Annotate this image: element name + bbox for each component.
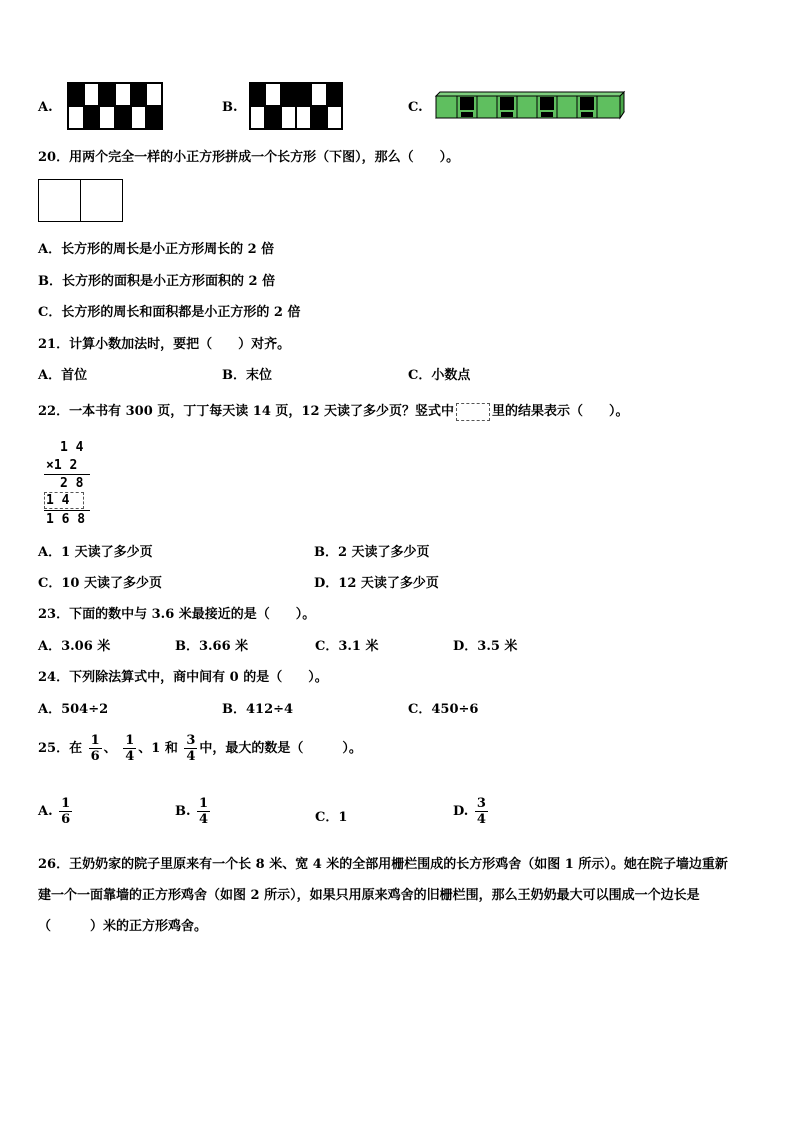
- q22-option-a: A．1 天读了多少页: [38, 545, 153, 560]
- white-cell: [84, 83, 100, 106]
- q22-option-c: C．10 天读了多少页: [38, 576, 162, 591]
- q21-option-c: C．小数点: [408, 368, 471, 383]
- q25-option-d: D. $\frac{3}{4}$: [453, 796, 486, 827]
- black-cell: [84, 106, 100, 129]
- fraction-one-sixth: $\frac{1}{6}$: [90, 733, 100, 764]
- question-21-stem: 21．计算小数加法时，要把（ ）对齐。: [38, 337, 291, 352]
- black-cell: [250, 83, 265, 106]
- q22-option-b: B．2 天读了多少页: [314, 545, 430, 560]
- black-cell: [327, 83, 342, 106]
- white-cell: [115, 83, 131, 106]
- calc-line-1: [44, 474, 90, 475]
- figure-a-grid: [67, 82, 163, 130]
- q23-option-b: B．3.66 米: [175, 639, 249, 654]
- question-20-stem: 20．用两个完全一样的小正方形拼成一个长方形（下图），那么（ ）。: [38, 150, 460, 165]
- white-cell: [99, 106, 115, 129]
- black-cell: [146, 106, 162, 129]
- calc-row-5: 1 6 8: [46, 512, 86, 527]
- white-cell: [146, 83, 162, 106]
- figure-b-grid: [249, 82, 343, 130]
- fraction-one-quarter: $\frac{1}{4}$: [125, 733, 135, 764]
- question-25-stem: 25．在 $\frac{1}{6}$ 、 $\frac{1}{4}$ 、1 和 $\frac{3}{4}$ 中，最大的数是（ ）。: [38, 733, 362, 764]
- q23-option-c: C．3.1 米: [315, 639, 379, 654]
- q22-stem-pre: 22．一本书有 300 页，丁丁每天读 14 页，12 天读了多少页？竖式中: [38, 404, 455, 419]
- black-cell: [296, 83, 311, 106]
- q24-option-b: B．412÷4: [222, 702, 294, 717]
- black-cell: [281, 83, 296, 106]
- calc-row-1: 1 4: [60, 440, 84, 455]
- option-b-label: B.: [222, 100, 238, 115]
- black-cell: [265, 106, 280, 129]
- q24-option-c: C．450÷6: [408, 702, 479, 717]
- q25-stem-post: 中，最大的数是（ ）。: [199, 741, 362, 756]
- q20-option-c: C．长方形的周长和面积都是小正方形的 2 倍: [38, 305, 301, 320]
- q22-option-d: D．12 天读了多少页: [314, 576, 439, 591]
- white-cell: [68, 106, 84, 129]
- figure-c-strip: [434, 90, 626, 122]
- question-22-stem: [38, 400, 629, 421]
- black-cell: [99, 83, 115, 106]
- white-cell: [131, 106, 147, 129]
- fraction-three-quarters: $\frac{3}{4}$: [186, 733, 196, 764]
- q23-option-d: D．3.5 米: [453, 639, 518, 654]
- black-cell: [68, 83, 84, 106]
- q21-option-b: B．末位: [222, 368, 272, 383]
- option-a-label: A.: [38, 100, 53, 115]
- question-26-line-2: 建一个一面靠墙的正方形鸡舍（如图 2 所示），如果只用原来鸡舍的旧栅栏围，那么王奶奶最大可以围成一个边长是: [38, 888, 700, 903]
- q25-option-b: B. $\frac{1}{4}$: [175, 796, 209, 827]
- white-cell: [311, 83, 326, 106]
- q25-option-c: C．1: [315, 810, 348, 825]
- q25-stem-pre: 25．在: [38, 741, 83, 756]
- question-23-stem: 23．下面的数中与 3.6 米最接近的是（ ）。: [38, 607, 316, 622]
- white-cell: [281, 106, 296, 129]
- q21-option-a: A．首位: [38, 368, 88, 383]
- question-26-line-3: （ ）米的正方形鸡舍。: [38, 919, 208, 934]
- option-c-label: C.: [408, 100, 423, 115]
- white-cell: [296, 106, 311, 129]
- black-cell: [115, 106, 131, 129]
- calc-row-4: 1 4: [46, 493, 70, 508]
- rectangle-of-two-squares: [38, 179, 124, 222]
- q22-stem-post: 里的结果表示（ ）。: [492, 404, 629, 419]
- dashed-box-inline: [456, 403, 490, 421]
- calc-row-2: ×1 2: [46, 458, 78, 473]
- q23-option-a: A．3.06 米: [38, 639, 111, 654]
- calc-line-2: [44, 510, 90, 511]
- white-cell: [250, 106, 265, 129]
- black-cell: [311, 106, 326, 129]
- q20-option-a: A．长方形的周长是小正方形周长的 2 倍: [38, 242, 275, 257]
- black-cell: [131, 83, 147, 106]
- white-cell: [265, 83, 280, 106]
- calc-row-3: 2 8: [60, 476, 84, 491]
- q20-option-b: B．长方形的面积是小正方形面积的 2 倍: [38, 274, 276, 289]
- white-cell: [327, 106, 342, 129]
- q24-option-a: A．504÷2: [38, 702, 109, 717]
- question-24-stem: 24．下列除法算式中，商中间有 0 的是（ ）。: [38, 670, 328, 685]
- q25-option-a: A. $\frac{1}{6}$: [38, 796, 71, 827]
- question-26-line-1: 26．王奶奶家的院子里原来有一个长 8 米、宽 4 米的全部用栅栏围成的长方形鸡舍（如图 1 所示）。她在院子墙边重新: [38, 857, 728, 872]
